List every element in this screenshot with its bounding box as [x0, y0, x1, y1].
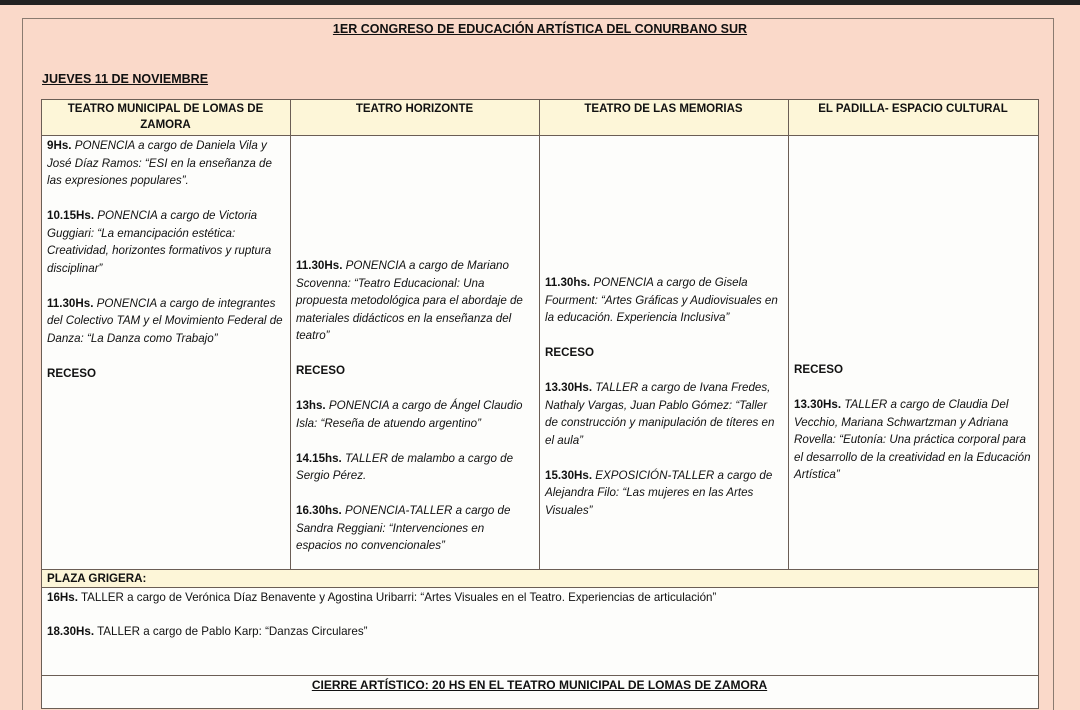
venue-schedule-memorias: [540, 136, 789, 570]
venue-header-row: [42, 100, 1039, 136]
plaza-title: PLAZA GRIGERA:: [42, 570, 1039, 588]
schedule-row: [42, 136, 1039, 570]
recess-label: RECESO: [296, 364, 345, 377]
schedule-item: 16.30hs. PONENCIA-TALLER a cargo de Sandra Reggiani: “Intervenciones en espacios no convencionales”: [296, 504, 511, 552]
schedule-item: 11.30Hs. PONENCIA a cargo de Mariano Scovenna: “Teatro Educacional: Una propuesta metodológica para el abordaje de materiales didácticos en la enseñanza del teatro”: [296, 259, 523, 342]
closing-text: CIERRE ARTÍSTICO: 20 HS EN EL TEATRO MUNICIPAL DE LOMAS DE ZAMORA: [311, 678, 768, 692]
schedule-item: 10.15Hs. PONENCIA a cargo de Victoria Guggiari: “La emancipación estética: Creatividad, horizontes formativos y ruptura disciplinar”: [47, 209, 272, 275]
schedule-item: 13.30Hs. TALLER a cargo de Claudia Del Vecchio, Mariana Schwartzman y Adriana Rovella: “Eutonía: Una práctica corporal para el desarrollo de la creatividad en la Educación Artística”: [794, 398, 1031, 481]
venue-header: TEATRO DE LAS MEMORIAS: [540, 100, 789, 136]
venue-header: TEATRO HORIZONTE: [291, 100, 540, 136]
closing-row: [42, 676, 1039, 709]
venue-schedule-lomas: [42, 136, 291, 570]
schedule-item: 14.15hs. TALLER de malambo a cargo de Sergio Pérez.: [296, 451, 514, 482]
schedule-item: 11.30Hs. PONENCIA a cargo de integrantes del Colectivo TAM y el Movimiento Federal de Danza: “La Danza como Trabajo”: [47, 296, 283, 345]
schedule-item: 15.30Hs. EXPOSICIÓN-TALLER a cargo de Alejandra Filo: “Las mujeres en las Artes Visuales”: [545, 468, 773, 517]
event-date: JUEVES 11 DE NOVIEMBRE: [42, 72, 209, 86]
plaza-header-row: [42, 570, 1039, 588]
schedule-item: 9Hs. PONENCIA a cargo de Daniela Vila y José Díaz Ramos: “ESI en la enseñanza de las expresiones populares”.: [47, 139, 272, 187]
venue-header: TEATRO MUNICIPAL DE LOMAS DE ZAMORA: [42, 100, 291, 136]
top-border-line: [0, 0, 1080, 5]
plaza-schedule-row: [42, 588, 1039, 676]
recess-label: RECESO: [794, 363, 843, 376]
venue-schedule-padilla: [789, 136, 1039, 570]
page-title: 1ER CONGRESO DE EDUCACIÓN ARTÍSTICA DEL CONURBANO SUR: [332, 22, 748, 36]
schedule-item: 13hs. PONENCIA a cargo de Ángel Claudio Isla: “Reseña de atuendo argentino”: [296, 399, 523, 430]
recess-label: RECESO: [545, 346, 594, 359]
venue-header: EL PADILLA- ESPACIO CULTURAL: [789, 100, 1039, 136]
recess-label: RECESO: [47, 366, 96, 380]
program-table: [41, 99, 1039, 709]
schedule-item: 16Hs. TALLER a cargo de Verónica Díaz Benavente y Agostina Uribarri: “Artes Visuales en el Teatro. Experiencias de articulación”: [47, 591, 717, 604]
schedule-item: 11.30hs. PONENCIA a cargo de Gisela Fourment: “Artes Gráficas y Audiovisuales en la educación. Experiencia Inclusiva”: [545, 276, 778, 324]
schedule-item: 18.30Hs. TALLER a cargo de Pablo Karp: “Danzas Circulares”: [47, 624, 368, 638]
schedule-item: 13.30Hs. TALLER a cargo de Ivana Fredes, Nathaly Vargas, Juan Pablo Gómez: “Taller de construcción y manipulación de títeres en el aula”: [545, 381, 775, 447]
plaza-schedule: [42, 588, 1039, 676]
closing-cell: [42, 676, 1039, 709]
venue-schedule-horizonte: [291, 136, 540, 570]
